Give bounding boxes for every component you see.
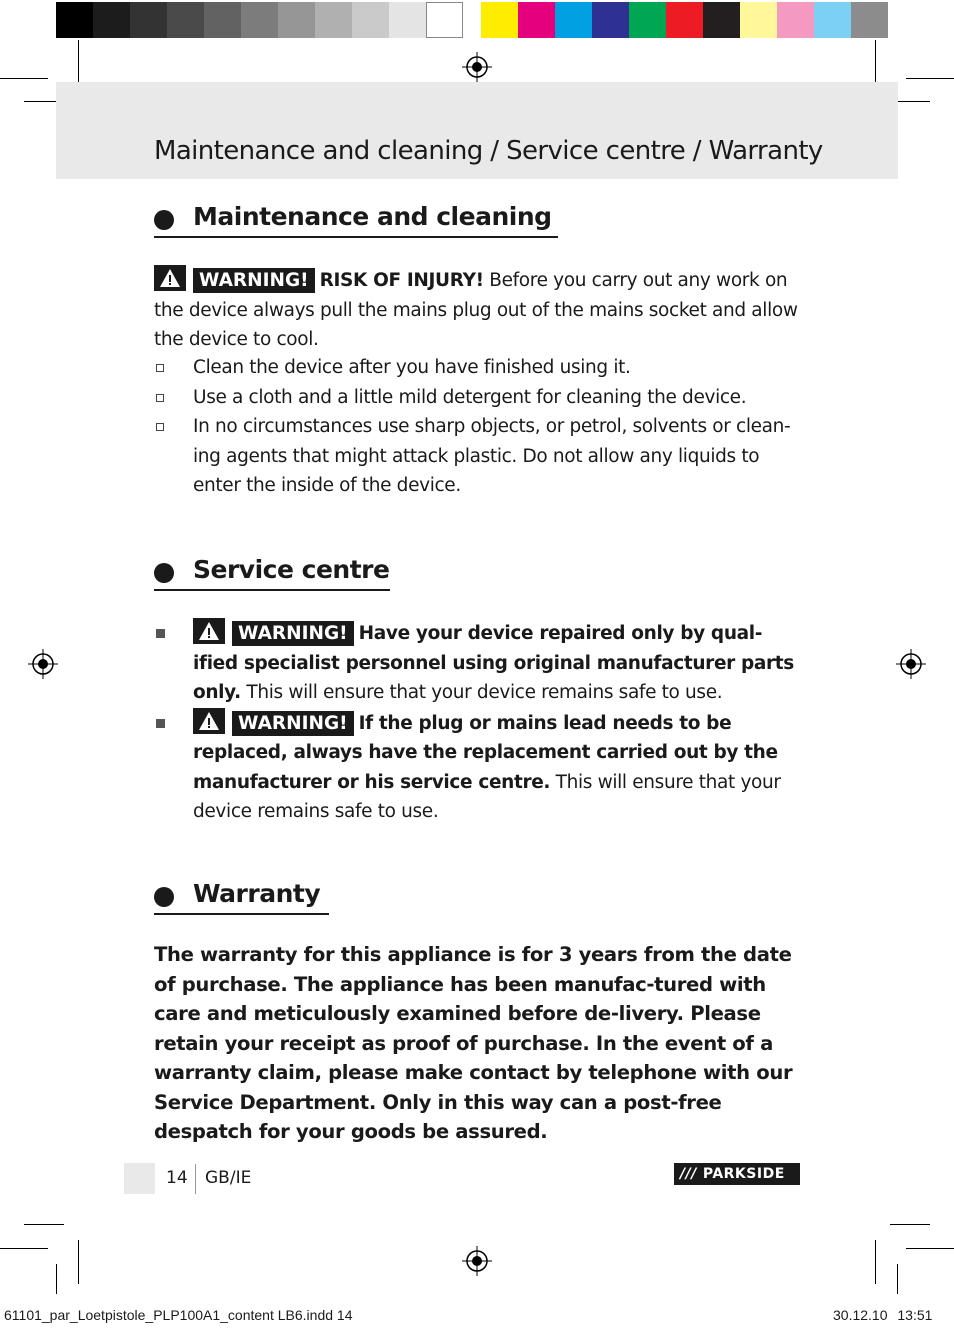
checkbox-bullet-icon [156, 364, 164, 372]
color-swatch [666, 2, 703, 38]
crop-mark [78, 40, 79, 86]
warning-bold-text: RISK OF INJURY! [319, 270, 484, 291]
logo-text: PARKSIDE [702, 1166, 785, 1182]
section-heading-maintenance [154, 200, 558, 240]
color-swatch [352, 2, 389, 38]
color-swatch [93, 2, 130, 38]
color-swatch [629, 2, 666, 38]
color-swatch [56, 2, 93, 38]
color-swatch [777, 2, 814, 38]
checkbox-bullet-icon [156, 423, 164, 431]
list-item [154, 618, 800, 708]
color-swatch [278, 2, 315, 38]
section-heading-service [154, 553, 390, 593]
square-bullet-icon [156, 629, 165, 638]
color-swatch [740, 2, 777, 38]
language-code: GB/IE [205, 1168, 252, 1188]
color-swatch [204, 2, 241, 38]
color-swatch [241, 2, 278, 38]
logo-slashes: /// [680, 1166, 697, 1182]
warning-text: Before you carry out any work on the device always pull the mains plug out of the mains socket and allow the device to cool. [154, 270, 798, 350]
warning-label: WARNING! [193, 268, 315, 293]
warning-label: WARNING! [232, 711, 354, 736]
list-item [154, 383, 800, 413]
color-swatch [814, 2, 851, 38]
section-heading-warranty [154, 877, 329, 917]
page-title: Maintenance and cleaning / Service centre / Warranty [154, 136, 823, 166]
registration-mark-icon [896, 649, 926, 679]
crop-mark [897, 1264, 898, 1294]
parkside-logo [674, 1163, 800, 1185]
crop-mark [906, 78, 954, 79]
footer-gray-block [124, 1163, 155, 1194]
color-swatch [167, 2, 204, 38]
warning-triangle-icon [154, 265, 186, 291]
color-swatch [389, 2, 426, 38]
registration-mark-icon [462, 1246, 492, 1276]
crop-mark [56, 1264, 57, 1294]
bullet-dot-icon [154, 210, 174, 230]
list-item-text: Use a cloth and a little mild detergent for cleaning the device. [193, 386, 747, 408]
heading-underline [154, 913, 329, 915]
list-item-text: Clean the device after you have finished using it. [193, 357, 631, 378]
footer-divider [195, 1164, 196, 1194]
crop-mark [0, 78, 48, 79]
crop-mark [890, 1224, 930, 1225]
warning-label: WARNING! [232, 621, 354, 646]
bullet-dot-icon [154, 563, 174, 583]
service-list [154, 618, 800, 827]
section-title: Warranty [193, 879, 321, 908]
list-item-text: In no circumstances use sharp objects, or petrol, solvents or clean-ing agents that might attack plastic. Do not allow any liquids to enter the inside of the device. [193, 416, 791, 496]
print-slug-filename: 61101_par_Loetpistole_PLP100A1_content LB6.indd 14 [4, 1307, 353, 1323]
warning-triangle-icon [193, 708, 225, 734]
warning-bold-text: Have your device repaired only by qual-ified specialist personnel using original manufacturer parts only. [193, 623, 794, 703]
crop-mark [875, 40, 876, 86]
bullet-dot-icon [154, 887, 174, 907]
list-item [154, 708, 800, 827]
print-slug-timestamp: 30.12.10 13:51 [833, 1307, 933, 1323]
color-swatch [851, 2, 888, 38]
color-swatch [315, 2, 352, 38]
warning-triangle-icon [193, 618, 225, 644]
color-swatch [555, 2, 592, 38]
section-title: Maintenance and cleaning [193, 202, 552, 231]
crop-mark [906, 1248, 954, 1249]
heading-underline [154, 236, 558, 238]
registration-mark-icon [28, 649, 58, 679]
registration-mark-icon [462, 52, 492, 82]
crop-mark [875, 1240, 876, 1284]
warning-text: This will ensure that your device remains safe to use. [246, 682, 723, 703]
color-swatch [592, 2, 629, 38]
maintenance-list [154, 353, 800, 501]
color-swatch [703, 2, 740, 38]
warning-text: This will ensure that your device remains safe to use. [193, 771, 781, 822]
heading-underline [154, 589, 390, 591]
color-swatch [426, 2, 463, 38]
crop-mark [78, 1240, 79, 1284]
section-title: Service centre [193, 555, 390, 584]
page-number: 14 [166, 1168, 188, 1188]
grayscale-color-bar [56, 0, 463, 40]
warranty-text: The warranty for this appliance is for 3 years from the date of purchase. The appliance has been manufac-tured with care and meticulously examined before de-livery. Please retain your receipt as proof of purchase. In the event of a warranty claim, please make contact by telephone with our Service Department. Only in this way can a post-free despatch for your goods be assured. [154, 943, 793, 1143]
color-swatch [481, 2, 518, 38]
checkbox-bullet-icon [156, 394, 164, 402]
list-item [154, 412, 800, 501]
square-bullet-icon [156, 719, 165, 728]
list-item [154, 353, 800, 383]
crop-mark [24, 1224, 64, 1225]
cmyk-color-bar [481, 0, 888, 40]
maintenance-warning [154, 265, 800, 355]
color-swatch [130, 2, 167, 38]
color-swatch [518, 2, 555, 38]
warning-bold-text: If the plug or mains lead needs to be replaced, always have the replacement carried out by the manufacturer or his service centre. [193, 712, 778, 793]
crop-mark [0, 1248, 48, 1249]
